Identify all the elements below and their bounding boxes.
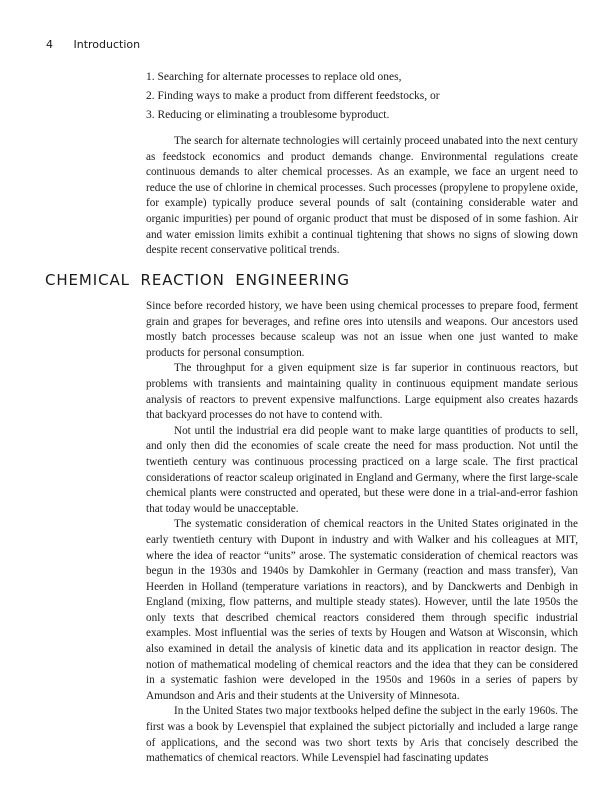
body-paragraph: Since before recorded history, we have been using chemical processes to prepare food, ferment grain and grapes for beverages, and refine ores into utensils and weapons. Our ancestors used mostly batch processes because scaleup was not an issue when one just wanted to make products for personal consumption. <box>146 300 578 359</box>
body-paragraph: The throughput for a given equipment size is far superior in continuous reactors, but problems with transients and maintaining quality in continuous equipment mandate serious analysis of reactors to prevent expensive malfunctions. Large equipment also creates hazards that backyard processes do not have to contend with. <box>146 362 578 422</box>
running-header <box>46 38 140 51</box>
body-paragraph: In the United States two major textbooks helped define the subject in the early 1960s. The first was a book by Levenspiel that explained the subject pictorially and included a large range of applications, and the second was two short texts by Aris that concisely described the mathematics of chemical reactors. While Levenspiel had fascinating updates <box>146 705 578 765</box>
body-paragraph: Not until the industrial era did people want to make large quantities of products to sell, and only then did the economies of scale create the need for mass production. Not until the twentieth century was continuous processing practiced on a large scale. The first practical considerations of reactor scaleup originated in England and Germany, where the first large-scale chemical plants were constructed and operated, but these were done in a trial-and-error fashion that today would be unacceptable. <box>146 424 578 515</box>
section-heading: CHEMICAL REACTION ENGINEERING <box>45 271 350 289</box>
numbered-list <box>146 68 566 125</box>
intro-paragraph: The search for alternate technologies will certainly proceed unabated into the next century as feedstock economics and product demands change. Environmental regulations create continuous demands to alter chemical processes. As an example, we face an urgent need to reduce the use of chlorine in chemical processes. Such processes (propylene to propylene oxide, for example) typically produce several pounds of salt (containing considerable water and organic impurities) per pound of organic product that must be disposed of in some fashion. Air and water emission limits exhibit a continual tightening that shows no signs of slowing down despite recent conservative political trends. <box>146 135 578 257</box>
section-body <box>146 299 578 767</box>
chapter-title: Introduction <box>73 38 141 51</box>
list-item: 1. Searching for alternate processes to replace old ones, <box>146 71 402 83</box>
page-number: 4 <box>46 38 53 51</box>
body-paragraph: The systematic consideration of chemical reactors in the United States originated in the early twentieth century with Dupont in industry and with Walker and his colleagues at MIT, where the idea of reactor “units” arose. The systematic consideration of chemical reactors was begun in the 1930s and 1940s by Damkohler in Germany (reaction and mass transfer), Van Heerden in Holland (temperature variations in reactors), and by Danckwerts and Denbigh in England (mixing, flow patterns, and multiple steady states). However, until the late 1950s the only texts that described chemical reactors considered them through specific industrial examples. Most influential was the series of texts by Hougen and Watson at Wisconsin, which also examined in detail the analysis of kinetic data and its application in reactor design. The notion of mathematical modeling of chemical reactors and the idea that they can be considered in a systematic fashion were developed in the 1950s and 1960s in a series of papers by Amundson and Aris and their students at the University of Minnesota. <box>146 518 578 702</box>
list-item: 2. Finding ways to make a product from different feedstocks, or <box>146 90 440 102</box>
list-item: 3. Reducing or eliminating a troublesome byproduct. <box>146 109 390 121</box>
